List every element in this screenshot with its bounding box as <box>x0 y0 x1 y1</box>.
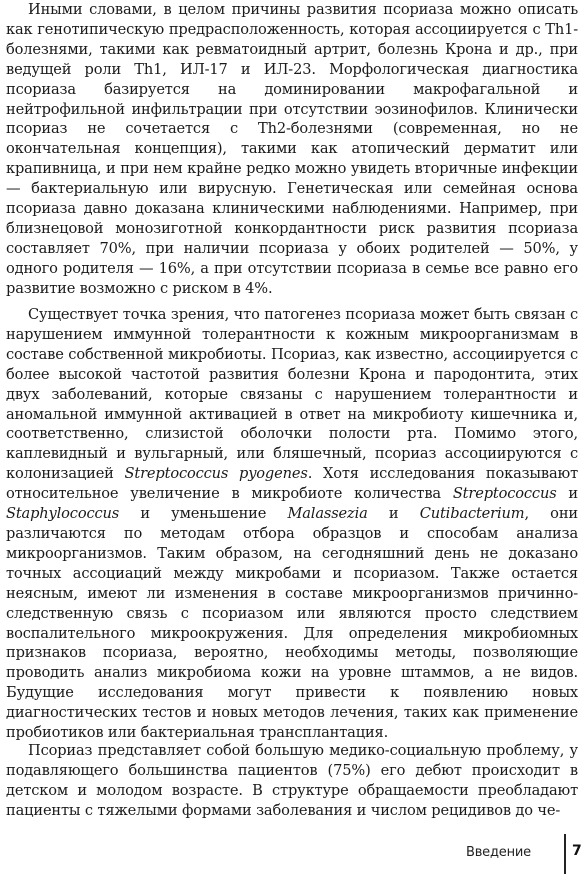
paragraph-3 <box>6 741 578 821</box>
paragraph-1 <box>6 0 578 299</box>
text-run: . Хотя исследования показывают относительное увеличение в микробиоте количества <box>6 465 578 503</box>
footer-divider <box>564 834 566 874</box>
text-run: Псориаз представляет собой большую медико-социальную проблему, у подавляющего большинства пациентов (75%) его дебют происходит в детском и молодом возрасте. В структуре обращаемости преобладают пациенты с тяжелыми формами заболевания и числом рецидивов до че- <box>6 742 578 819</box>
page-number: 7 <box>572 843 582 859</box>
italic-term: Staphylococcus <box>6 505 120 523</box>
italic-term: Streptococcus pyogenes <box>124 465 308 483</box>
text-run: и <box>556 485 578 503</box>
text-run: Существует точка зрения, что патогенез псориаза может быть связан с нарушением иммунной толерантности к кожным микроорганизмам в составе собственной микробиоты. Псориаз, как известно, ассоциируется с более высокой частотой развития болезни Крона и пародонтита, этих двух заболеваний, которые связаны с нарушением толерантности и аномальной иммунной активацией в ответ на микробиоту кишечника и, соответственно, слизистой оболочки полости рта. Помимо этого, каплевидный и вульгарный, или бляшечный, псориаз ассоциируются с колонизацией <box>6 306 578 483</box>
italic-term: Streptococcus <box>452 485 557 503</box>
text-run: и <box>367 505 420 523</box>
italic-term: Cutibacterium <box>419 505 525 523</box>
running-footer-section-title: Введение <box>466 845 531 860</box>
text-run: и уменьшение <box>119 505 288 523</box>
text-run: Иными словами, в целом причины развития псориаза можно описать как генотипическую предрасположенность, которая ассоциируется с Th1-болезнями, такими как ревматоидный артрит, болезнь Крона и др., при ведущей роли Th1, ИЛ-17 и ИЛ-23. Морфологическая диагностика псориаза базируется на доминировании макрофагальной и нейтрофильной инфильтрации при отсутствии эозинофилов. Клинически псориаз не сочетается с Th2-болезнями (современная, но не окончательная концепция), такими как атопический дерматит или крапивница, и при нем крайне редко можно увидеть вторичные инфекции — бактериальную или вирусную. Генетическая или семейная основа псориаза давно доказана клиническими наблюдениями. Например, при близнецовой монозиготной конкордантности риск развития псориаза составляет 70%, при наличии псориаза у обоих родителей — 50%, у одного родителя — 16%, а при отсутствии псориаза в семье все равно его развитие возможно с риском в 4%. <box>6 1 578 297</box>
text-run: , они различаются по методам отбора образцов и способам анализа микроорганизмов. Таким образом, на сегодняшний день не доказано точных ассоциаций между микробами и псориазом. Также остается неясным, имеют ли изменения в составе микроорганизмов причинно-следственную связь с псориазом или являются просто следствием воспалительного микроокружения. Для определения микробиомных признаков псориаза, вероятно, необходимы методы, позволяющие проводить анализ микробиома кожи на уровне штаммов, а не видов. Будущие исследования могут привести к появлению новых диагностических тестов и новых методов лечения, таких как применение пробиотиков или бактериальная трансплантация. <box>6 505 578 742</box>
italic-term: Malassezia <box>287 505 368 523</box>
paragraph-2 <box>6 305 578 743</box>
